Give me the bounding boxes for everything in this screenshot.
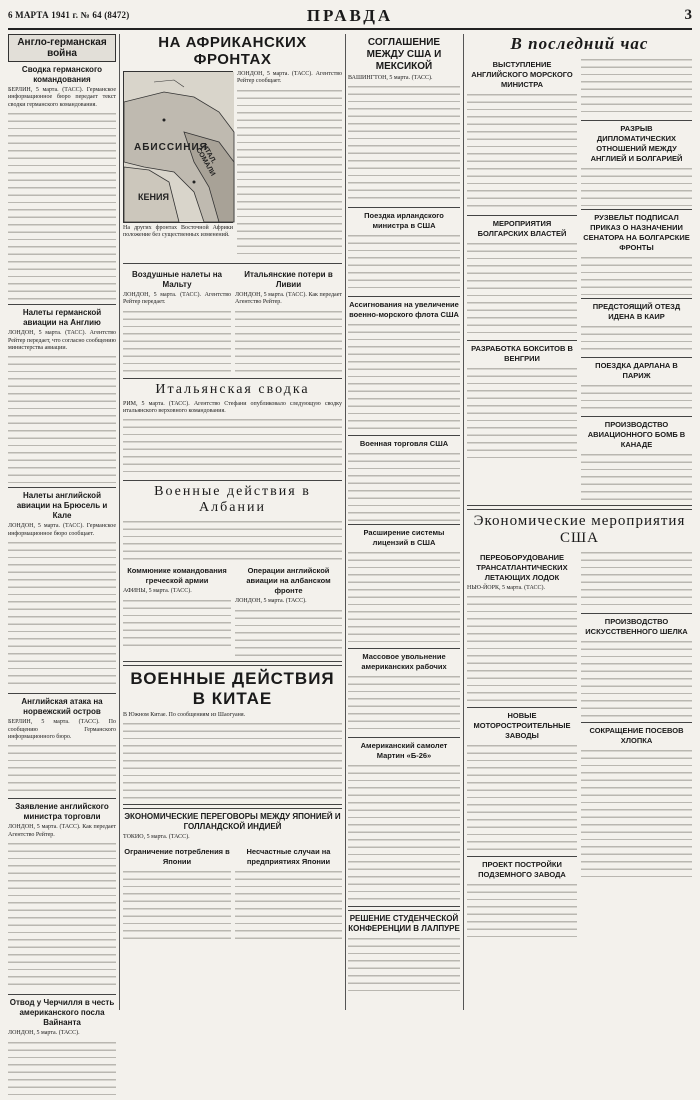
article-body bbox=[581, 255, 692, 295]
article-body bbox=[581, 748, 692, 878]
article-dateline: ЛОНДОН, 5 марта. (ТАСС). Как передает Агентство Рейтер. bbox=[235, 291, 342, 306]
article-body bbox=[348, 84, 460, 204]
article-title: СОКРАЩЕНИЕ ПОСЕВОВ ХЛОПКА bbox=[589, 726, 684, 745]
map-caption: На других фронтах Восточной Африки положение без существенных изменений. bbox=[123, 225, 233, 239]
africa-heading: НА АФРИКАНСКИХ ФРОНТАХ bbox=[158, 34, 307, 68]
article-dateline: ЛОНДОН, 5 марта. (ТАСС). Как передает Агентство Рейтер. bbox=[8, 824, 116, 838]
column-usa-mexico bbox=[348, 34, 460, 1010]
column-africa-fronts bbox=[123, 34, 342, 1010]
article-body bbox=[8, 1040, 116, 1100]
article-body bbox=[123, 309, 231, 375]
article-dateline: БЕРЛИН, 5 марта. (ТАСС). По сообщению Германского информационного бюро. bbox=[8, 719, 116, 741]
china-heading: ВОЕННЫЕ ДЕЙСТВИЯ В КИТАЕ bbox=[130, 668, 335, 708]
divider bbox=[348, 296, 460, 297]
article-dateline: ЛОНДОН, 5 марта. (ТАСС). Агентство Рейтер передает. bbox=[123, 291, 231, 306]
article-title: Массовое увольнение американских рабочих bbox=[361, 652, 447, 672]
article-body bbox=[123, 417, 342, 477]
article-body bbox=[235, 608, 342, 658]
article-title: Операции английской авиации на албанском фронте bbox=[246, 566, 331, 596]
albania-heading: Военные действия в Албании bbox=[154, 484, 311, 516]
article-title: НОВЫЕ МОТОРОСТРОИТЕЛЬНЫЕ ЗАВОДЫ bbox=[473, 711, 571, 741]
article-title: ПРЕДСТОЯЩИЙ ОТЕЗД ИДЕНА В КАИР bbox=[592, 302, 681, 321]
article-body bbox=[348, 936, 460, 996]
article-title: Несчастные случаи на предприятиях Японии bbox=[246, 846, 331, 866]
article-title: Коммюнике командования греческой армии bbox=[127, 566, 227, 586]
article-title: Заявление английского министра торговли bbox=[15, 802, 109, 822]
article-dateline: ВАШИНГТОН, 5 марта. (ТАСС). bbox=[348, 75, 433, 81]
divider bbox=[348, 906, 460, 911]
divider bbox=[467, 856, 577, 857]
article-body bbox=[467, 743, 577, 853]
article-body bbox=[123, 869, 231, 939]
article-body bbox=[235, 869, 342, 939]
article-dateline: НЬЮ-ЙОРК, 5 марта. (ТАСС). bbox=[467, 585, 546, 591]
article-dateline: РИМ, 5 марта. (ТАСС). Агентство Стефани опубликовало следующую сводку итальянского верховного командования. bbox=[123, 400, 342, 415]
article-title: ПОЕЗДКА ДАРЛАНА В ПАРИЖ bbox=[595, 361, 678, 380]
article-title: Налеты германской авиации на Англию bbox=[22, 308, 102, 328]
article-title: Американский самолет Мартин «Б-26» bbox=[360, 741, 448, 761]
article-body bbox=[467, 366, 577, 462]
map-label-abyssinia: АБИССИНИЯ bbox=[134, 142, 208, 153]
article-body bbox=[235, 309, 342, 375]
divider bbox=[581, 357, 692, 358]
article-body bbox=[348, 451, 460, 521]
article-title: ПРОЕКТ ПОСТРОЙКИ ПОДЗЕМНОГО ЗАВОДА bbox=[478, 860, 566, 880]
divider bbox=[467, 215, 577, 216]
article-dateline: АФИНЫ, 5 марта. (ТАСС). bbox=[123, 588, 192, 595]
article-body bbox=[348, 550, 460, 645]
article-body bbox=[8, 540, 116, 690]
article-title: ПРОИЗВОДСТВО АВИАЦИОННОГО БОМБ В КАНАДЕ bbox=[587, 420, 686, 449]
article-body bbox=[123, 598, 231, 648]
column-war-news bbox=[8, 34, 116, 1037]
divider bbox=[348, 435, 460, 436]
column-rule bbox=[345, 34, 346, 1010]
article-title: ПЕРЕОБОРУДОВАНИЕ ТРАНСАТЛАНТИЧЕСКИХ ЛЕТАЮЩИХ ЛОДОК bbox=[476, 553, 568, 582]
article-title: Расширение системы лицензий в США bbox=[363, 528, 445, 548]
article-body bbox=[467, 594, 577, 704]
article-dateline: В Южном Китае. По сообщениям из Шаогуаня. bbox=[123, 711, 246, 718]
article-body bbox=[467, 882, 577, 942]
article-body bbox=[123, 721, 342, 801]
issue-date: 6 МАРТА 1941 г. № 64 (8472) bbox=[8, 10, 130, 20]
article-body bbox=[581, 57, 692, 117]
map-label-kenya: КЕНИЯ bbox=[138, 192, 169, 202]
article-body bbox=[467, 92, 577, 212]
article-title: ПРОИЗВОДСТВО ИСКУССТВЕННОГО ШЕЛКА bbox=[585, 617, 688, 636]
article-dateline: ЛОНДОН, 5 марта. (ТАСС). bbox=[235, 598, 307, 605]
divider bbox=[8, 487, 116, 488]
divider bbox=[467, 505, 692, 510]
article-body bbox=[581, 639, 692, 719]
article-title: РУЗВЕЛЬТ ПОДПИСАЛ ПРИКАЗ О НАЗНАЧЕНИИ СЕНАТОРА НА БОЛГАРСКИЕ ФРОНТЫ bbox=[583, 213, 690, 252]
divider bbox=[123, 263, 342, 264]
article-title: РАЗРАБОТКА БОКСИТОВ В ВЕНГРИИ bbox=[471, 344, 573, 363]
article-body bbox=[348, 763, 460, 903]
article-title: Воздушные налеты на Мальту bbox=[131, 269, 223, 289]
page-number: 3 bbox=[684, 7, 692, 23]
divider bbox=[8, 994, 116, 995]
article-title: Налеты английской авиации на Брюсель и Кале bbox=[16, 491, 108, 521]
divider bbox=[581, 722, 692, 723]
usa-mexico-heading: СОГЛАШЕНИЕ МЕЖДУ США И МЕКСИКОЙ bbox=[366, 37, 442, 72]
article-body bbox=[8, 111, 116, 301]
divider bbox=[123, 804, 342, 809]
article-title: Ограничение потребления в Японии bbox=[124, 846, 230, 866]
divider bbox=[348, 737, 460, 738]
article-dateline: ЛОНДОН, 5 марта. (ТАСС). bbox=[8, 1030, 80, 1037]
section-rubric: Англо-германская война bbox=[8, 34, 116, 62]
newspaper-page bbox=[8, 6, 692, 1037]
article-body bbox=[581, 166, 692, 206]
article-body bbox=[581, 324, 692, 354]
divider bbox=[123, 661, 342, 666]
divider bbox=[123, 480, 342, 481]
masthead bbox=[8, 6, 692, 30]
article-body bbox=[123, 519, 342, 563]
article-dateline: ЛОНДОН, 5 марта. (ТАСС). Агентство Рейтер сообщает. bbox=[237, 71, 342, 85]
divider bbox=[8, 304, 116, 305]
divider bbox=[123, 378, 342, 379]
column-rule bbox=[463, 34, 464, 1010]
article-title: Военная торговля США bbox=[359, 439, 449, 449]
article-title: МЕРОПРИЯТИЯ БОЛГАРСКИХ ВЛАСТЕЙ bbox=[477, 219, 567, 238]
divider bbox=[348, 524, 460, 525]
newspaper-title: ПРАВДА bbox=[306, 6, 394, 25]
article-body bbox=[581, 452, 692, 502]
divider bbox=[348, 648, 460, 649]
article-title: Отвод у Черчилля в честь американского посла Вайнанта bbox=[9, 998, 115, 1028]
divider bbox=[581, 209, 692, 210]
article-body bbox=[348, 322, 460, 432]
article-title: Итальянские потери в Ливии bbox=[244, 269, 333, 289]
article-title: РЕШЕНИЕ СТУДЕНЧЕСКОЙ КОНФЕРЕНЦИИ В ЛАЛПУРЕ bbox=[348, 914, 460, 934]
article-body bbox=[581, 550, 692, 610]
divider bbox=[467, 340, 577, 341]
article-title: Сводка германского командования bbox=[21, 65, 103, 84]
article-body bbox=[8, 841, 116, 991]
article-title: Поездка ирландского министра в США bbox=[364, 211, 444, 231]
divider bbox=[581, 120, 692, 121]
article-title: РАЗРЫВ ДИПЛОМАТИЧЕСКИХ ОТНОШЕНИЙ МЕЖДУ АНГЛИЕЙ И БОЛГАРИЕЙ bbox=[590, 124, 683, 163]
latest-news-heading: В последний час bbox=[510, 34, 649, 53]
article-body bbox=[348, 233, 460, 293]
east-africa-map bbox=[123, 71, 233, 223]
map-label-somali: ИТАЛ. СОМАЛИ bbox=[194, 143, 217, 178]
column-rule bbox=[119, 34, 120, 1010]
divider bbox=[581, 613, 692, 614]
article-body bbox=[467, 241, 577, 337]
article-body bbox=[348, 674, 460, 734]
divider bbox=[467, 707, 577, 708]
article-title: Ассигнования на увеличение военно-морского флота США bbox=[349, 300, 459, 320]
divider bbox=[581, 298, 692, 299]
column-latest-news bbox=[467, 34, 692, 1010]
divider bbox=[581, 416, 692, 417]
divider bbox=[8, 798, 116, 799]
usa-economy-heading: Экономические мероприятия США bbox=[473, 513, 686, 546]
article-title: Английская атака на норвежский остров bbox=[21, 697, 103, 717]
article-dateline: ЛОНДОН, 5 марта. (ТАСС). Агентство Рейтер передает, что согласно сообщению министерства авиации. bbox=[8, 330, 116, 352]
article-dateline: ЛОНДОН, 5 марта. (ТАСС). Германское информационное бюро сообщает. bbox=[8, 523, 116, 537]
divider bbox=[348, 207, 460, 208]
italian-report-heading: Итальянская сводка bbox=[155, 381, 310, 397]
article-title: ВЫСТУПЛЕНИЕ АНГЛИЙСКОГО МОРСКОГО МИНИСТРА bbox=[471, 60, 573, 89]
article-body bbox=[237, 88, 342, 260]
divider bbox=[8, 693, 116, 694]
article-body bbox=[8, 354, 116, 484]
article-dateline: ТОКИО, 5 марта. (ТАСС). bbox=[123, 834, 190, 841]
article-dateline: БЕРЛИН, 5 марта. (ТАСС). Германское информационное бюро передает текст сводки германского командования. bbox=[8, 87, 116, 108]
article-body bbox=[8, 743, 116, 795]
japan-heading: ЭКОНОМИЧЕСКИЕ ПЕРЕГОВОРЫ МЕЖДУ ЯПОНИЕЙ И ГОЛЛАНДСКОЙ ИНДИЕЙ bbox=[124, 812, 341, 832]
article-body bbox=[581, 383, 692, 413]
